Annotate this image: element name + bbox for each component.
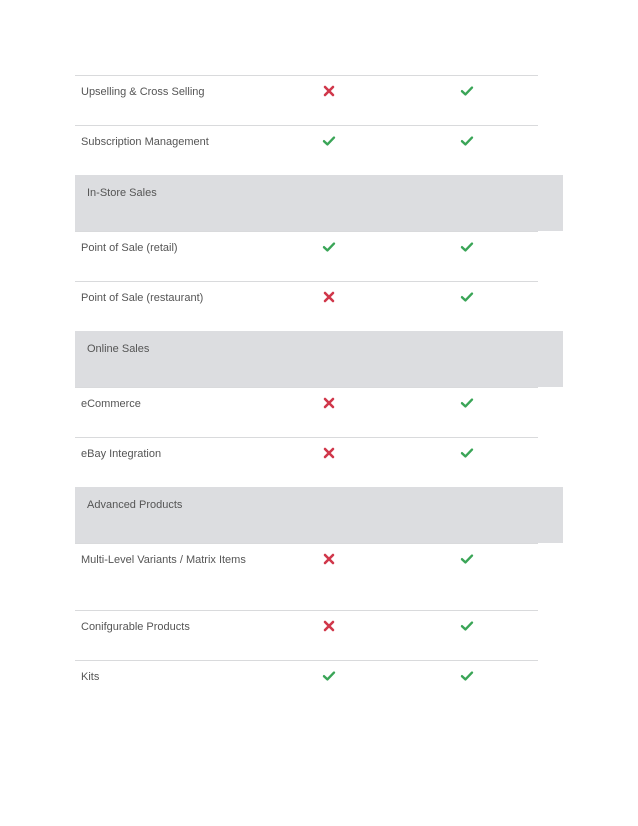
- section-header: [75, 331, 563, 387]
- feature-label: Kits: [81, 671, 100, 683]
- cross-icon: [322, 552, 336, 566]
- section-header: [75, 487, 563, 543]
- table-row: [75, 437, 538, 487]
- feature-label: Point of Sale (restaurant): [81, 292, 204, 304]
- feature-label: Upselling & Cross Selling: [81, 86, 205, 98]
- table-row: [75, 281, 538, 331]
- table-row: [75, 610, 538, 660]
- feature-label: eCommerce: [81, 398, 141, 410]
- cross-icon: [322, 619, 336, 633]
- table-row: [75, 543, 538, 610]
- feature-comparison-table: [75, 75, 563, 710]
- check-icon: [460, 396, 474, 410]
- table-row: [75, 387, 538, 437]
- check-icon: [460, 134, 474, 148]
- section-header-label: Online Sales: [87, 343, 150, 355]
- table-row: [75, 660, 538, 710]
- table-row: [75, 75, 538, 125]
- section-header: [75, 175, 563, 231]
- check-icon: [460, 619, 474, 633]
- check-icon: [322, 669, 336, 683]
- cross-icon: [322, 290, 336, 304]
- check-icon: [460, 240, 474, 254]
- check-icon: [460, 446, 474, 460]
- feature-label: Subscription Management: [81, 136, 209, 148]
- check-icon: [460, 84, 474, 98]
- table-row: [75, 231, 538, 281]
- cross-icon: [322, 396, 336, 410]
- feature-label: Conifgurable Products: [81, 621, 190, 633]
- check-icon: [322, 134, 336, 148]
- section-header-label: In-Store Sales: [87, 187, 157, 199]
- table-row: [75, 125, 538, 175]
- check-icon: [322, 240, 336, 254]
- feature-label: Point of Sale (retail): [81, 242, 178, 254]
- check-icon: [460, 669, 474, 683]
- check-icon: [460, 552, 474, 566]
- cross-icon: [322, 446, 336, 460]
- feature-label: Multi-Level Variants / Matrix Items: [81, 554, 246, 566]
- section-header-label: Advanced Products: [87, 499, 183, 511]
- check-icon: [460, 290, 474, 304]
- cross-icon: [322, 84, 336, 98]
- feature-label: eBay Integration: [81, 448, 162, 460]
